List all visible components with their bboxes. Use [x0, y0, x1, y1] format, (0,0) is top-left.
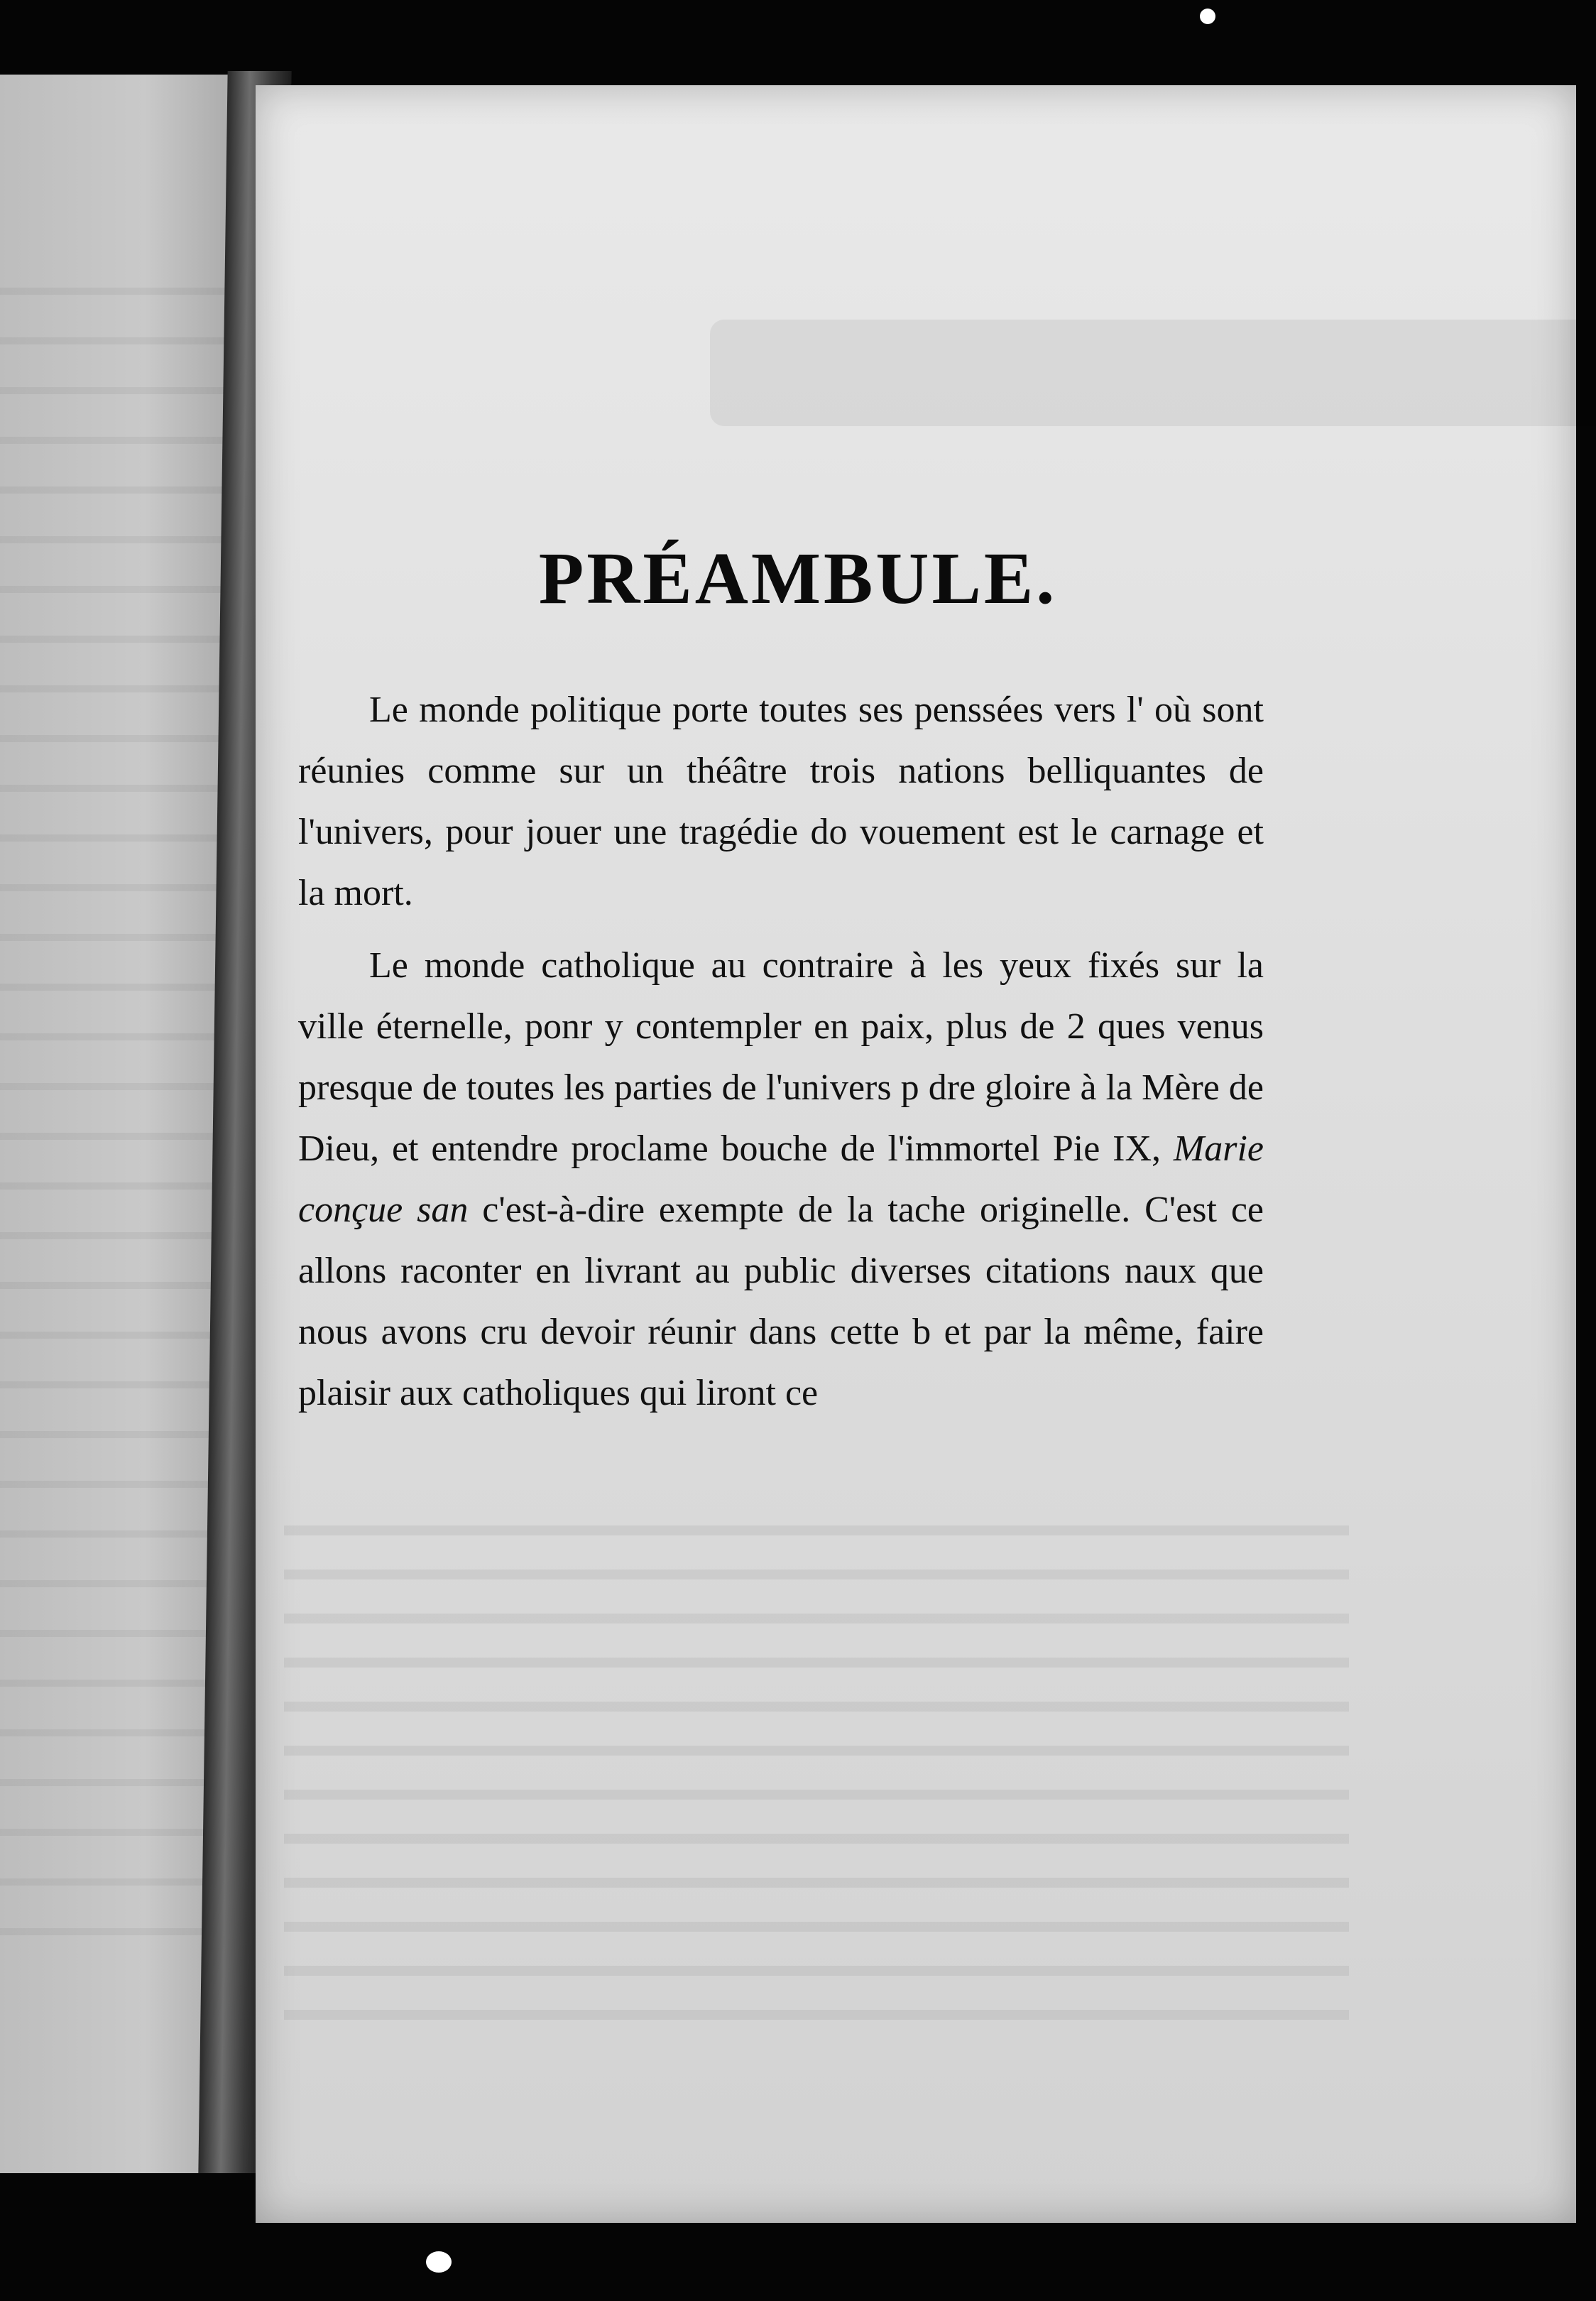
paragraph-2-text-start: Le monde catholique au contraire à les yeux fixés sur la ville éternelle, ponr y contempler en paix, plus de 2 ques venus presque de toutes les parties de l'univers p dre gloire à la Mère de Dieu, et entendre proclame bouche de l'immortel Pie IX,	[298, 945, 1264, 1169]
page-title: PRÉAMBULE.	[538, 538, 1058, 619]
scan-speck	[1200, 9, 1215, 24]
paragraph-2-italic: Marie conçue san	[298, 1128, 1264, 1230]
scan-speck	[426, 2251, 452, 2273]
paragraph-2	[298, 935, 1264, 1424]
paragraph-1-text: Le monde politique porte toutes ses penssées vers l' où sont réunies comme sur un théâtre trois nations belliquantes de l'univers, pour jouer une tragédie do vouement est le carnage et la mort.	[298, 690, 1264, 913]
paragraph-2-text-end: c'est-à-dire exempte de la tache originelle. C'est ce allons raconter en livrant au public diverses citations naux que nous avons cru devoir réunir dans cette b et par la même, faire plaisir aux catholiques qui liront ce	[298, 1190, 1264, 1413]
lower-page-bleed-through	[284, 1491, 1349, 2031]
left-page-bleed-through	[0, 245, 234, 1949]
bleed-through-heading	[710, 320, 1596, 426]
paragraph-1	[298, 680, 1264, 924]
